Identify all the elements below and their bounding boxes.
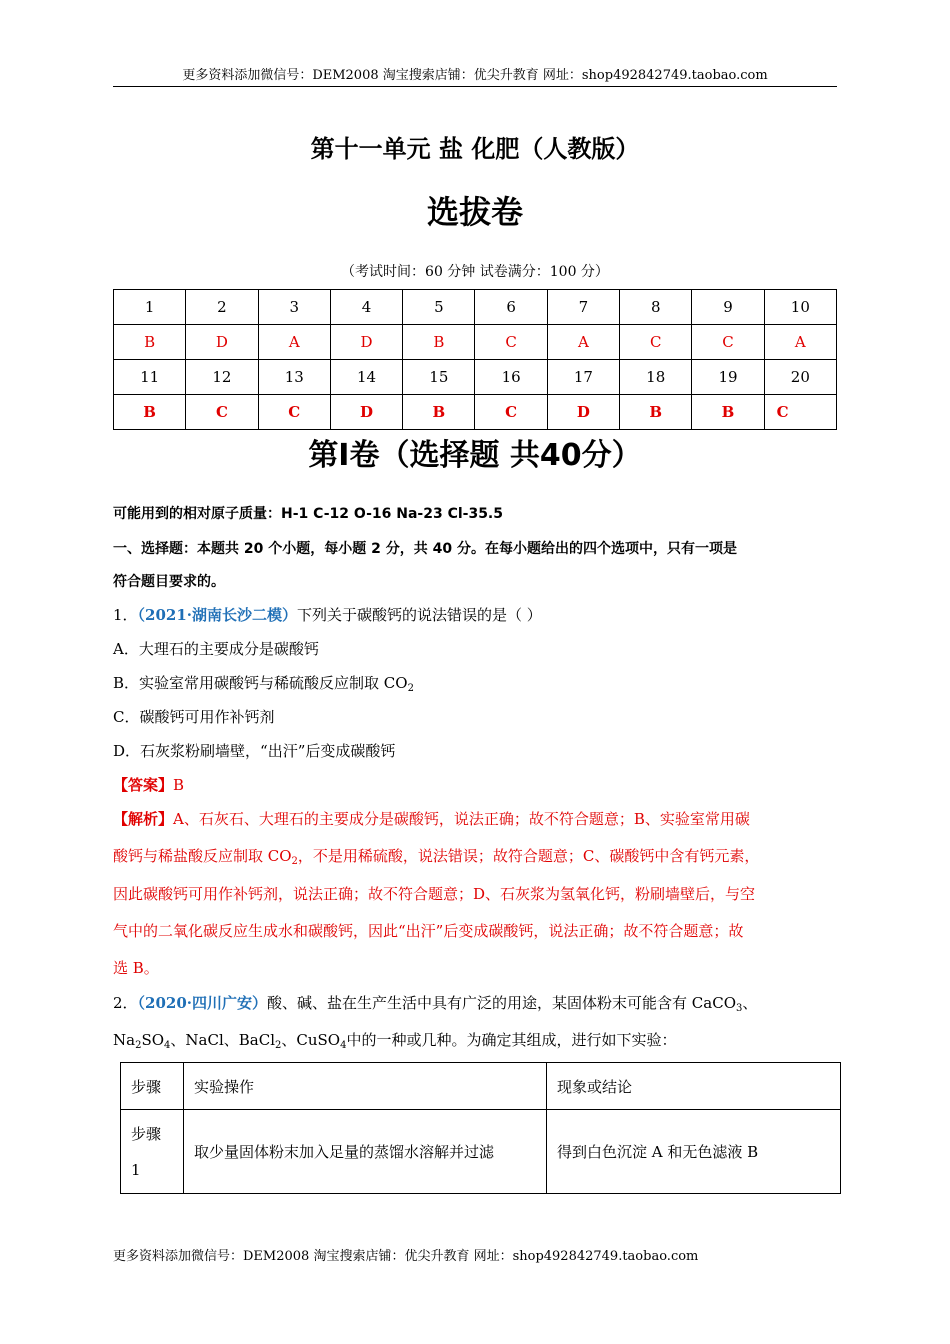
answer-number-row bbox=[114, 290, 837, 325]
subscript: 2 bbox=[135, 1040, 142, 1051]
answer-key: B bbox=[403, 395, 475, 430]
subscript: 3 bbox=[736, 1003, 743, 1014]
option-b bbox=[113, 671, 837, 695]
section-title: 第Ⅰ卷（选择题 共40分） bbox=[308, 438, 642, 473]
subscript: 2 bbox=[291, 856, 298, 867]
answer-number: 3 bbox=[258, 290, 330, 325]
formula-text: 、CuSO bbox=[281, 1031, 341, 1049]
question-text: 中的一种或几种。为确定其组成，进行如下实验： bbox=[346, 1031, 677, 1049]
answer-key: C bbox=[186, 395, 258, 430]
header-step: 步骤 bbox=[121, 1063, 184, 1110]
option-c: C．碳酸钙可用作补钙剂 bbox=[113, 708, 275, 726]
answer-number: 5 bbox=[403, 290, 475, 325]
answer-table bbox=[113, 289, 837, 430]
option-a: A．大理石的主要成分是碳酸钙 bbox=[113, 640, 319, 658]
answer-key: C bbox=[258, 395, 330, 430]
subscript: 4 bbox=[164, 1040, 171, 1051]
answer-number: 13 bbox=[258, 360, 330, 395]
answer-key: D bbox=[547, 395, 619, 430]
question-number: 2． bbox=[113, 994, 138, 1012]
answer-key: D bbox=[186, 325, 258, 360]
answer-number: 4 bbox=[330, 290, 402, 325]
answer-number: 6 bbox=[475, 290, 547, 325]
answer-number: 12 bbox=[186, 360, 258, 395]
option-d: D．石灰浆粉刷墙壁，“出汗”后变成碳酸钙 bbox=[113, 742, 396, 760]
analysis-text: 酸钙与稀盐酸反应制取 CO bbox=[113, 847, 292, 865]
answer-key: A bbox=[547, 325, 619, 360]
header-operation: 实验操作 bbox=[184, 1063, 547, 1110]
analysis-line-4: 气中的二氧化碳反应生成水和碳酸钙，因此“出汗”后变成碳酸钙，说法正确；故不符合题意；故 bbox=[113, 922, 744, 940]
answer-label: 【答案】 bbox=[113, 776, 174, 794]
unit-title: 第十一单元 盐 化肥（人教版） bbox=[310, 135, 640, 163]
answer-number: 18 bbox=[620, 360, 692, 395]
step-cell bbox=[121, 1110, 184, 1194]
answer-number: 9 bbox=[692, 290, 764, 325]
answer-number: 17 bbox=[547, 360, 619, 395]
analysis-label: 【解析】 bbox=[113, 810, 174, 828]
analysis-line-3: 因此碳酸钙可用作补钙剂，说法正确；故不符合题意；D、石灰浆为氢氧化钙，粉刷墙壁后，与空 bbox=[113, 885, 756, 903]
subscript: 2 bbox=[275, 1040, 282, 1051]
header-result: 现象或结论 bbox=[547, 1063, 841, 1110]
answer-key: C bbox=[692, 325, 764, 360]
step-number: 1 bbox=[131, 1160, 141, 1179]
answer-key: B bbox=[114, 395, 186, 430]
answer-number: 16 bbox=[475, 360, 547, 395]
question-2-stem-line-2 bbox=[113, 1028, 837, 1052]
experiment-row bbox=[121, 1110, 841, 1194]
question-text: 酸、碱、盐在生产生活中具有广泛的用途，某固体粉末可能含有 CaCO bbox=[267, 994, 736, 1012]
analysis-line-5: 选 B。 bbox=[113, 959, 159, 977]
option-b-text: B．实验室常用碳酸钙与稀硫酸反应制取 CO bbox=[113, 674, 408, 692]
answer-number: 15 bbox=[403, 360, 475, 395]
answer-key: C bbox=[475, 325, 547, 360]
answer-number: 1 bbox=[114, 290, 186, 325]
subscript: 2 bbox=[407, 683, 414, 694]
answer-number: 8 bbox=[620, 290, 692, 325]
answer-number: 19 bbox=[692, 360, 764, 395]
result-cell: 得到白色沉淀 A 和无色滤液 B bbox=[547, 1110, 841, 1194]
atomic-masses: 可能用到的相对原子质量：H-1 C-12 O-16 Na-23 Cl-35.5 bbox=[113, 506, 503, 522]
exam-info: （考试时间：60 分钟 试卷满分：100 分） bbox=[341, 264, 609, 280]
answer-number: 7 bbox=[547, 290, 619, 325]
page-footer: 更多资料添加微信号：DEM2008 淘宝搜索店铺：优尖升教育 网址：shop492842749.taobao.com bbox=[113, 1249, 699, 1264]
answer-key: D bbox=[330, 325, 402, 360]
question-2-stem bbox=[113, 991, 837, 1015]
answer-key: B bbox=[403, 325, 475, 360]
analysis-text: ，不是用稀硫酸，说法错误；故符合题意；C、碳酸钙中含有钙元素， bbox=[297, 847, 760, 865]
answer-key: C bbox=[475, 395, 547, 430]
page-header: 更多资料添加微信号：DEM2008 淘宝搜索店铺：优尖升教育 网址：shop492842749.taobao.com bbox=[113, 66, 837, 87]
instructions-line-2: 符合题目要求的。 bbox=[113, 574, 225, 590]
instructions-line-1: 一、选择题：本题共 20 个小题，每小题 2 分，共 40 分。在每小题给出的四个选项中，只有一项是 bbox=[113, 541, 737, 557]
answer-number: 11 bbox=[114, 360, 186, 395]
question-text: 下列关于碳酸钙的说法错误的是（ ） bbox=[297, 606, 542, 624]
analysis-text: A、石灰石、大理石的主要成分是碳酸钙，说法正确；故不符合题意；B、实验室常用碳 bbox=[173, 810, 750, 828]
paper-title: 选拔卷 bbox=[426, 193, 523, 231]
answer-key: C bbox=[764, 395, 836, 430]
analysis-line-1 bbox=[113, 807, 837, 831]
question-source: （2020·四川广安） bbox=[137, 994, 268, 1012]
question-number: 1． bbox=[113, 606, 138, 624]
answer-key: B bbox=[114, 325, 186, 360]
answer-key: A bbox=[764, 325, 836, 360]
experiment-table bbox=[120, 1062, 841, 1194]
analysis-line-2 bbox=[113, 844, 837, 868]
answer-number: 2 bbox=[186, 290, 258, 325]
question-1-stem bbox=[113, 603, 837, 627]
question-text: 、 bbox=[742, 994, 758, 1012]
answer-key: D bbox=[330, 395, 402, 430]
answer-key: B bbox=[692, 395, 764, 430]
formula-text: 、NaCl、BaCl bbox=[170, 1031, 275, 1049]
answer-number: 10 bbox=[764, 290, 836, 325]
answer-key-row bbox=[114, 325, 837, 360]
experiment-header-row bbox=[121, 1063, 841, 1110]
answer-key: B bbox=[620, 395, 692, 430]
answer-key: C bbox=[620, 325, 692, 360]
answer-line bbox=[113, 773, 837, 797]
answer-value: B bbox=[173, 776, 185, 794]
formula-text: SO bbox=[141, 1031, 165, 1049]
question-source: （2021·湖南长沙二模） bbox=[137, 606, 298, 624]
step-label: 步骤 bbox=[131, 1124, 162, 1143]
answer-number-row bbox=[114, 360, 837, 395]
answer-key-row bbox=[114, 395, 837, 430]
answer-key: A bbox=[258, 325, 330, 360]
answer-number: 20 bbox=[764, 360, 836, 395]
answer-number: 14 bbox=[330, 360, 402, 395]
operation-cell: 取少量固体粉末加入足量的蒸馏水溶解并过滤 bbox=[184, 1110, 547, 1194]
subscript: 4 bbox=[340, 1040, 347, 1051]
formula-text: Na bbox=[113, 1031, 136, 1049]
